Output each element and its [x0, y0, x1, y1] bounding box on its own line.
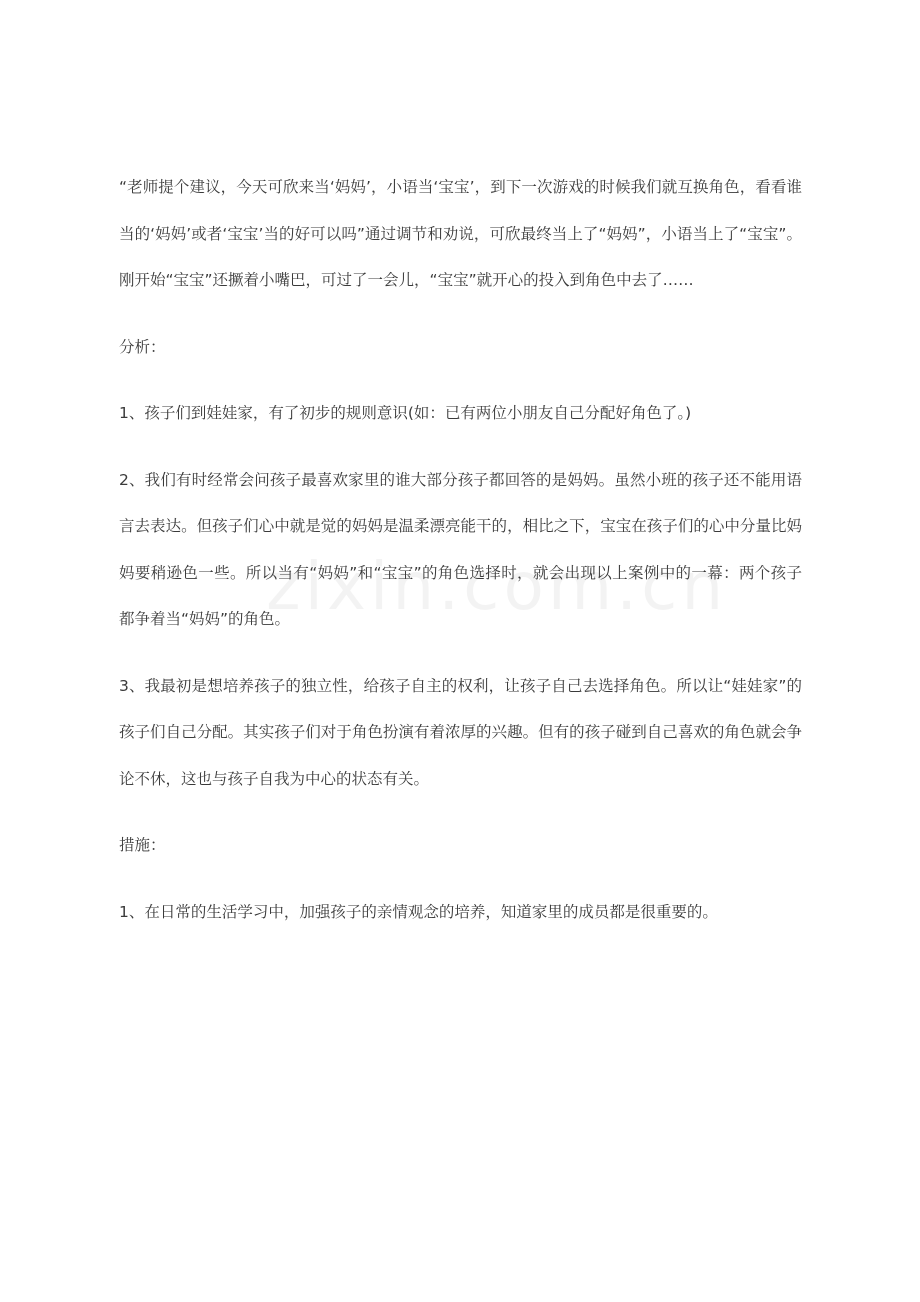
- analysis-item-1: 1、孩子们到娃娃家，有了初步的规则意识(如：已有两位小朋友自己分配好角色了。): [119, 404, 692, 422]
- paragraph-gap: [119, 802, 802, 822]
- paragraph-gap: [119, 437, 802, 457]
- paragraph-gap: [119, 304, 802, 324]
- paragraph-gap: [119, 643, 802, 663]
- paragraph-gap: [119, 869, 802, 889]
- analysis-heading: 分析：: [119, 337, 166, 356]
- paragraph-gap: [119, 370, 802, 390]
- measures-item-1: 1、在日常的生活学习中，加强孩子的亲情观念的培养，知道家里的成员都是很重要的。: [119, 902, 718, 921]
- measures-heading: 措施：: [119, 836, 166, 854]
- analysis-item-3: 3、我最初是想培养孩子的独立性，给孩子自主的权利，让孩子自己去选择角色。所以让“娃娃家”的孩子们自己分配。其实孩子们对于角色扮演有着浓厚的兴趣。但有的孩子碰到自己喜欢的角色就会争论不休，这也与孩子自我为中心的状态有关。: [119, 676, 802, 788]
- document-body: [119, 164, 802, 935]
- analysis-item-2: 2、我们有时经常会问孩子最喜欢家里的谁大部分孩子都回答的是妈妈。虽然小班的孩子还不能用语言去表达。但孩子们心中就是觉的妈妈是温柔漂亮能干的，相比之下，宝宝在孩子们的心中分量比妈妈要稍逊色一些。所以当有“妈妈”和“宝宝”的角色选择时，就会出现以上案例中的一幕：两个孩子都争着当“妈妈”的角色。: [119, 470, 802, 628]
- case-paragraph: “老师提个建议，今天可欣来当‘妈妈’，小语当‘宝宝’，到下一次游戏的时候我们就互换角色，看看谁当的‘妈妈’或者‘宝宝’当的好可以吗”通过调节和劝说，可欣最终当上了“妈妈”，小语当上了“宝宝”。刚开始“宝宝”还撅着小嘴巴，可过了一会儿，“宝宝”就开心的投入到角色中去了……: [119, 178, 802, 289]
